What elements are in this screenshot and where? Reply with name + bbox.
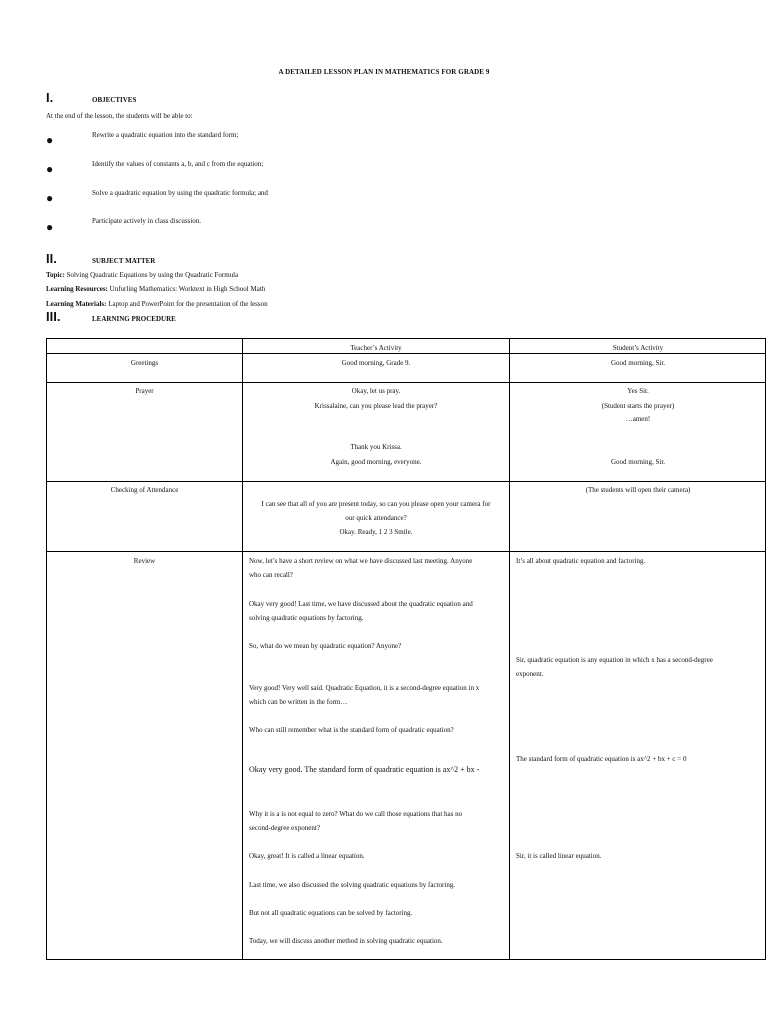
- topic-value: Solving Quadratic Equations by using the Quadratic Formula: [64, 271, 239, 279]
- review-teacher-line: Now, let’s have a short review on what we have discussed last meeting. Anyone: [249, 557, 473, 565]
- review-student-line: Sir, it is called linear equation.: [516, 852, 602, 860]
- review-teacher-line: Very good! Very well said. Quadratic Equation, it is a second-degree equation in x: [249, 684, 480, 692]
- attendance-student: (The students will open their camera): [585, 486, 691, 494]
- review-teacher-line: who can recall?: [249, 571, 293, 579]
- row-label-prayer: Prayer: [135, 387, 154, 395]
- row-label-review: Review: [133, 557, 156, 565]
- review-student-line: It’s all about quadratic equation and factoring.: [516, 557, 646, 565]
- resources-label: Learning Resources:: [46, 285, 108, 293]
- greetings-student: Good morning, Sir.: [610, 359, 666, 367]
- prayer-teacher-line: Okay, let us pray.: [351, 387, 401, 395]
- review-student-line: exponent.: [516, 670, 544, 678]
- review-teacher-line: which can be written in the form…: [249, 698, 348, 706]
- review-teacher-line: second-degree exponent?: [249, 824, 320, 832]
- prayer-student-line: Good morning, Sir.: [610, 458, 666, 466]
- objective-item: Solve a quadratic equation by using the quadratic formula; and: [92, 189, 268, 197]
- materials-value: Laptop and PowerPoint for the presentation of the lesson: [106, 300, 268, 308]
- review-teacher-line: So, what do we mean by quadratic equation? Anyone?: [249, 642, 402, 650]
- topic-line: [46, 271, 238, 279]
- review-teacher-line: Okay very good! Last time, we have discussed about the quadratic equation and: [249, 600, 473, 608]
- bullet-icon: ●: [46, 191, 54, 205]
- row-divider: [47, 382, 765, 383]
- row-divider: [47, 551, 765, 552]
- bullet-icon: ●: [46, 162, 54, 176]
- prayer-student-line: Yes Sir.: [627, 387, 649, 395]
- section-heading-procedure: LEARNING PROCEDURE: [92, 315, 176, 323]
- bullet-icon: ●: [46, 220, 54, 234]
- section-numeral-objectives: I.: [46, 90, 54, 105]
- column-divider: [509, 339, 510, 959]
- review-teacher-line: Today, we will discuss another method in solving quadratic equation.: [249, 937, 443, 945]
- review-teacher-line: Okay very good. The standard form of quadratic equation is ax^2 + bx -: [249, 765, 480, 774]
- materials-line: [46, 300, 268, 308]
- prayer-student-line: …amen!: [625, 415, 651, 423]
- row-label-greetings: Greetings: [130, 359, 159, 367]
- attendance-teacher-line: our quick attendance?: [345, 514, 407, 522]
- review-student-line: Sir, quadratic equation is any equation in which x has a second-degree: [516, 656, 713, 664]
- prayer-teacher-line: Again, good morning, everyone.: [330, 458, 422, 466]
- column-divider: [242, 339, 243, 959]
- review-teacher-line: Who can still remember what is the standard form of quadratic equation?: [249, 726, 454, 734]
- review-teacher-line: Why it is a is not equal to zero? What do we call those equations that has no: [249, 810, 463, 818]
- prayer-teacher-line: Krissalaine, can you please lead the prayer?: [314, 402, 438, 410]
- objective-item: Participate actively in class discussion.: [92, 217, 202, 225]
- learning-procedure-table: [46, 338, 766, 960]
- materials-label: Learning Materials:: [46, 300, 107, 308]
- section-numeral-subject: II.: [46, 251, 57, 266]
- prayer-student-line: (Student starts the prayer): [601, 402, 675, 410]
- row-label-attendance: Checking of Attendance: [110, 486, 179, 494]
- review-teacher-line: Okay, great! It is called a linear equation.: [249, 852, 365, 860]
- resources-line: [46, 285, 265, 293]
- header-teacher: Teacher’s Activity: [350, 344, 402, 352]
- resources-value: Unfurling Mathematics: Worktext in High School Math: [107, 285, 266, 293]
- topic-label: Topic:: [46, 271, 65, 279]
- review-teacher-line: solving quadratic equations by factoring.: [249, 614, 364, 622]
- section-heading-objectives: OBJECTIVES: [92, 96, 137, 104]
- review-teacher-line: Last time, we also discussed the solving quadratic equations by factoring.: [249, 881, 456, 889]
- review-teacher-line: But not all quadratic equations can be solved by factoring.: [249, 909, 413, 917]
- objectives-intro: At the end of the lesson, the students will be able to:: [46, 112, 193, 120]
- objective-item: Identify the values of constants a, b, and c from the equation;: [92, 160, 264, 168]
- greetings-teacher: Good morning, Grade 9.: [341, 359, 411, 367]
- attendance-teacher-line: I can see that all of you are present today, so can you please open your camera for: [261, 500, 491, 508]
- section-numeral-procedure: III.: [46, 309, 61, 324]
- document-title: A DETAILED LESSON PLAN IN MATHEMATICS FOR GRADE 9: [278, 68, 490, 76]
- review-student-line: The standard form of quadratic equation is ax^2 + bx + c = 0: [516, 755, 687, 763]
- prayer-teacher-line: Thank you Krissa.: [350, 443, 402, 451]
- row-divider: [47, 481, 765, 482]
- objective-item: Rewrite a quadratic equation into the standard form;: [92, 131, 239, 139]
- bullet-icon: ●: [46, 133, 54, 147]
- section-heading-subject: SUBJECT MATTER: [92, 257, 156, 265]
- header-student: Student’s Activity: [612, 344, 664, 352]
- attendance-teacher-line: Okay. Ready, 1 2 3 Smile.: [339, 528, 413, 536]
